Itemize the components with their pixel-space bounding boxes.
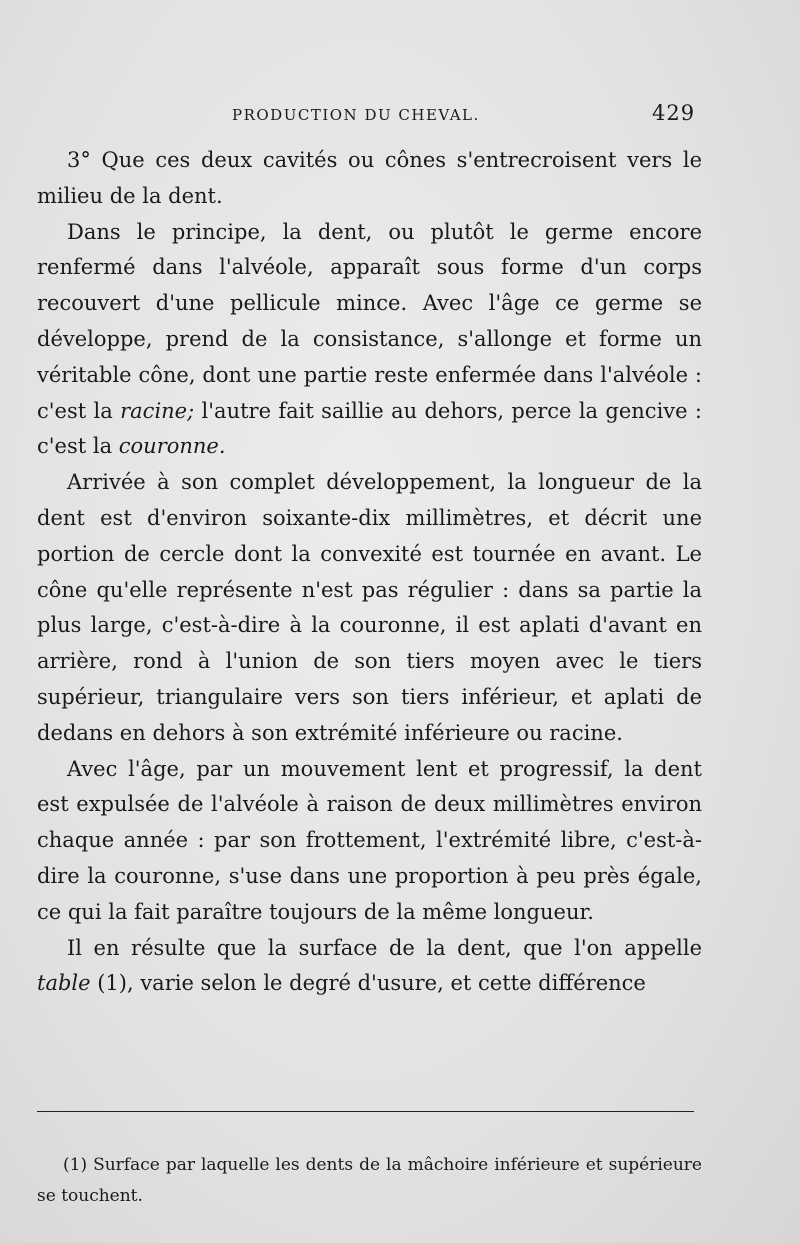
body-text [37, 143, 702, 1002]
italic-term: table [37, 971, 91, 996]
text-run: Dans le principe, la dent, ou plutôt le germe encore renfermé dans l'alvéole, apparaît sous forme d'un corps recouvert d'une pellicule mince. Avec l'âge ce germe se développe, prend de la consistance, s'allonge et forme un véritable cône, dont une partie reste enfermée dans l'alvéole : c'est la [37, 219, 702, 423]
text-run: Avec l'âge, par un mouvement lent et progressif, la dent est expulsée de l'alvéole à raison de deux millimètres environ chaque année : par son frottement, l'extrémité libre, c'est-à-dire la couronne, s'use dans une proportion à peu près égale, ce qui la fait paraître toujours de la même longueur. [37, 756, 702, 924]
italic-term: couronne. [118, 434, 226, 459]
paragraph [37, 215, 702, 466]
footnote: (1) Surface par laquelle les dents de la mâchoire inférieure et supérieure se touchent. [37, 1155, 702, 1206]
text-run: 3° Que ces deux cavités ou cônes s'entrecroisent vers le milieu de la dent. [37, 148, 702, 208]
page-number: 429 [652, 101, 696, 125]
text-run: Arrivée à son complet développement, la longueur de la dent est d'environ soixante-dix millimètres, et décrit une portion de cercle dont la convexité est tournée en avant. Le cône qu'elle représente n'est pas régulier : dans sa partie la plus large, c'est-à-dire à la couronne, il est aplati d'avant en arrière, rond à l'union de son tiers moyen avec le tiers supérieur, triangulaire vers son tiers inférieur, et aplati de dedans en dehors à son extrémité inférieure ou racine. [37, 470, 702, 745]
paragraph [37, 465, 702, 751]
paragraph [37, 143, 702, 215]
paragraph [37, 931, 702, 1003]
paragraph [37, 752, 702, 931]
footnote-rule [37, 1111, 694, 1112]
text-run: (1), varie selon le degré d'usure, et cette différence [90, 971, 646, 996]
text-run: l'autre fait saillie au dehors, perce la gencive : c'est la [37, 398, 703, 459]
running-title: PRODUCTION DU CHEVAL. [232, 106, 480, 124]
italic-term: racine; [120, 398, 195, 423]
text-run: Il en résulte que la surface de la dent, que l'on appelle [67, 935, 702, 960]
